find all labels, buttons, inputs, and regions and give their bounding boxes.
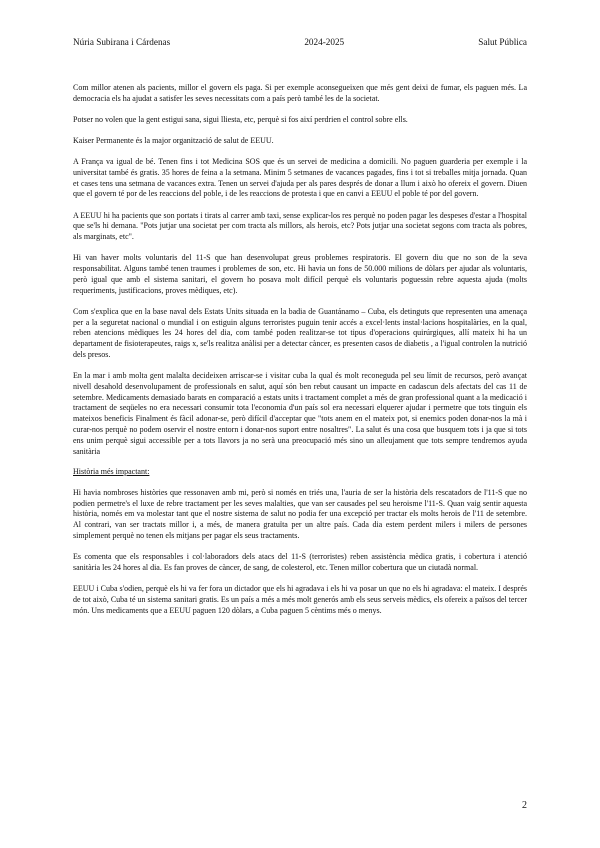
paragraph: A EEUU hi ha pacients que son portats i tirats al carrer amb taxi, sense explicar-los res perquè no poden pagar les despeses d'estar a l'hospital que se'ls hi demana. "Pots jutjar una societat per com tracta als millors, als herois, etc? Pots jutjar una societat segons com tracta als pobres, als marginats, etc". [73, 210, 527, 242]
paragraph: Hi havia nombroses històries que ressonaven amb mi, però si només en triés una, l'auria de ser la història dels rescatadors de l'11-S que no podien permetre's el luxe de rebre tractament per les seves malalties, que van ser causades pel seu heroisme l'11-S. Quan vaig sentir aquesta història, només em va molestar tant que el nostre sistema de salut no podia fer una excepció per tractar els molts herois de l'11 de setembre. Al contrari, van ser tractats millor i, a més, de manera gratuïta per un altre país. Cada dia estem perdent milers i milers de persones simplement perquè no tenen els mitjans per pagar els seus tractaments. [73, 487, 527, 541]
document-body [73, 83, 527, 627]
paragraph: Hi van haver molts voluntaris del 11-S que han desenvolupat greus problemes respiratoris. El govern diu que no son de la seva responsabilitat. Alguns també tenen traumes i problemes de son, etc. Hi havia un fons de 50.000 milions de dòlars per ajudar als voluntaris, però igual que amb el sistema sanitari, el govern ho posava molt difícil perquè els voluntaris poguessin rebre aquesta ajuda (molts requeriments, justificacions, proves mèdiques, etc). [73, 253, 527, 295]
header-author: Núria Subirana i Cárdenas [73, 37, 171, 47]
header-subject: Salut Pública [478, 37, 527, 47]
paragraph: Com s'explica que en la base naval dels Estats Units situada en la badia de Guantánamo – Cuba, els detinguts que representen una amenaça per a la seguretat nacional o mundial i on estiguin alguns terroristes puguin tenir accés a excel·lents instal·lacions hospitalàries, en la qual, reben atencions mèdiques les 24 hores del dia, com també poden realitzar-se tot tipus d'operacions quirúrgiques, allí mateix hi ha un departament de fisioterapeutes, raigs x, se'ls realitza anàlisi per a detectar càncer, es presenten casos de diabetis , a l'igual controlen la nutrició dels presos. [73, 306, 527, 359]
section-subheading: Història més impactant: [73, 466, 150, 476]
paragraph: En la mar i amb molta gent malalta decideixen arriscar-se i visitar cuba la qual és molt reconeguda pel seu límit de recursos, però avançat nivell desahold desenvolupament de professionals en salut, aquí són ben rebut causant un impacte en cadascun dels afectats del cas 11 de setembre. Medicaments demasiado barats en comparació a estats units i tractament complet a més de gran professional quant a la medicació i tractament de seqüeles no era necessari consumir tota l'economia d'un país sol era necessari elquerer ajudar i permetre que tots tinguin els mateixos beneficis Finalment és fàcil adonar-se, però difícil d'acceptar que "tots anem en el mateix pot, si enemics poden donar-nos la mà i curar-nos perquè no podem oservir el nostre entorn i donar-nos suport entre nosaltres". La salut és una cosa que busquem tots i ja que si tots ens unim perquè sigui accessible per a tots llavors ja no serà una preocupació més sino un alleujament que tots sempre tendremos ayuda sanitària [73, 371, 527, 456]
paragraph: Com millor atenen als pacients, millor el govern els paga. Si per exemple aconsegueixen que més gent deixi de fumar, els paguen més. La democracia els ha ajudat a satisfer les seves necessitats com a país però també les de la societat. [73, 83, 527, 103]
page-number: 2 [522, 800, 527, 811]
paragraph: A França va igual de bé. Tenen fins i tot Medicina SOS que és un servei de medicina a domicili. No paguen guarderia per exemple i la universitat també és gratis. 35 hores de feina a la setmana. Minim 5 setmanes de vacances pagades, fins i tot si treballes mitja jornada. Quan et cases tens una setmana de vacances extra. Tenen un servei d'ajuda per als pares després de donar a llum i això ho ofereix el govern. Diuen que el govern té por de les reaccions del poble, i de les reaccions de protesta i que en canvi a EEUU el poble té por del govern. [73, 157, 527, 199]
paragraph: Kaiser Permanente és la major organització de salut de EEUU. [73, 135, 274, 145]
header-year: 2024-2025 [304, 37, 345, 47]
paragraph: EEUU i Cuba s'odien, perquè els hi va fer fora un dictador que els hi agradava i els hi va posar un que no els hi agradava: el mateix. I després de tot això, Cuba té un sistema sanitari gratis. Es un país a més a més molt generós amb els seus serveis mèdics, els ofereix a països del tercer món. Uns medicaments que a EEUU paguen 120 dòlars, a Cuba paguen 5 cèntims més o menys. [73, 584, 527, 615]
paragraph: Potser no volen que la gent estigui sana, sigui lliesta, etc, perquè si fos així perdrien el control sobre ells. [73, 114, 408, 124]
page-header [73, 36, 527, 48]
paragraph: Es comenta que els responsables i col·laboradors dels atacs del 11-S (terroristes) reben assistència mèdica gratis, i cobertura i atenció sanitària les 24 hores al dia. Es fan proves de càncer, de sang, de colesterol, etc. Tenen millor cobertura que un ciutadà normal. [73, 552, 527, 572]
